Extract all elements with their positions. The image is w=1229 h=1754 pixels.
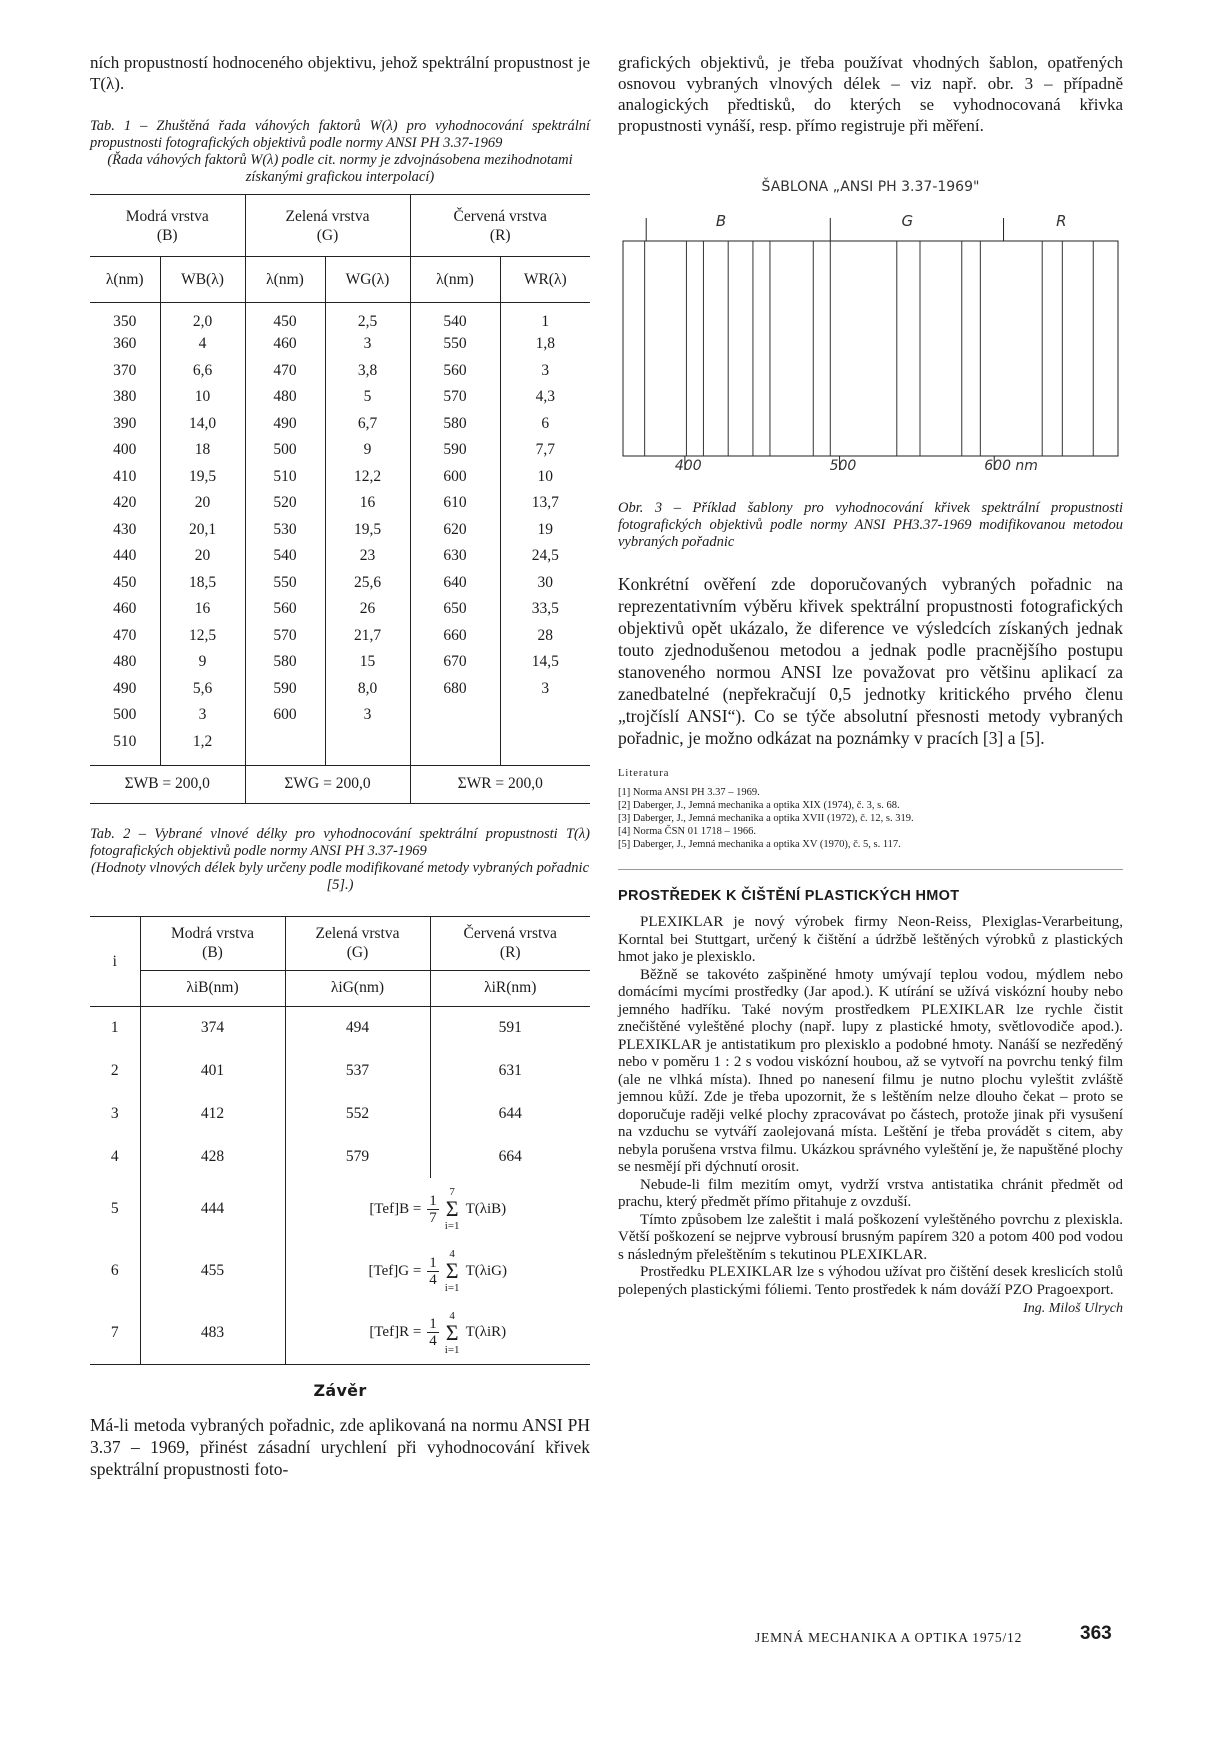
article-paragraph: PLEXIKLAR je nový výrobek firmy Neon-Reiss, Plexiglas-Verarbeitung, Korntal bei Stuttgart, určený k čištění a údržbě leštěných výrobků z plastických hmot jako je plexisklo. (618, 914, 1123, 965)
table-cell: 4 (90, 1135, 140, 1178)
table-cell: 3 (325, 702, 410, 729)
table-row (90, 331, 590, 358)
table-cell: 579 (285, 1135, 430, 1178)
table-row (90, 543, 590, 570)
t2-group-g-name: Zelená vrstva (315, 925, 400, 942)
t1-group-g-code: (G) (316, 226, 339, 244)
article (618, 869, 1123, 1317)
table-cell: 450 (90, 570, 160, 597)
table-cell: 1 (541, 313, 550, 330)
band-label: R (1056, 212, 1067, 230)
right-paragraph-2: Konkrétní ověření zde doporučovaných vybraných pořadnic na reprezentativním výběru křivek spektrální propustnosti fotografických objektivů opět ukázalo, že diference ve výsledcích získaných jednak touto zjednodušenou metodou a jednak podle pracnějšího postupu stanoveného normou ANSI lze považovat pro většinu aplikací za zanedbatelné (nepřekračují 0,5 jednotky kritického prvého členu „trojčíslí ANSI“). Co se týče absolutní přesnosti metody vybraných pořadnic, je možno odkázat na poznámky v pracích [3] a [5]. (618, 574, 1123, 748)
article-body (618, 914, 1123, 1299)
t1-sub-header: WG(λ) (325, 257, 410, 303)
table-cell: 3 (325, 331, 410, 358)
table-cell: 360 (90, 331, 160, 358)
t1-sub-header: λ(nm) (90, 257, 160, 303)
t1-sub-header: WB(λ) (160, 257, 245, 303)
t1-group-g-name: Zelená vrstva (285, 207, 370, 225)
table-cell: 25,6 (325, 570, 410, 597)
table-cell: 540 (245, 543, 325, 570)
t1-sum-r: ΣWR = 200,0 (410, 765, 590, 803)
table-cell: 5 (90, 1178, 140, 1240)
t1-group-r-name: Červená vrstva (453, 207, 547, 225)
table-cell: 3 (90, 1092, 140, 1135)
table-cell: 24,5 (531, 547, 559, 565)
table-row (90, 1006, 590, 1049)
axis-tick-label: 500 (829, 458, 857, 474)
table-row (90, 702, 590, 729)
table-cell: 1 (90, 1006, 140, 1049)
table-cell: 480 (245, 384, 325, 411)
table-cell: 640 (410, 570, 500, 597)
formula-denominator: 4 (429, 1271, 437, 1288)
table-cell: 16 (325, 490, 410, 517)
literature-title: Literatura (618, 768, 670, 779)
formula-lhs: [Tef]R = (369, 1324, 422, 1341)
conclusion-title: Závěr (313, 1380, 367, 1400)
table-cell: 13,7 (531, 494, 559, 512)
table-cell: 350 (90, 303, 160, 332)
table-row (90, 623, 590, 650)
t1-group-g (245, 195, 410, 257)
table-selected-wavelengths (90, 916, 590, 1365)
formula-cell (285, 1240, 590, 1302)
article-paragraph: Běžně se takovéto zašpiněné hmoty umývají teplou vodou, mýdlem nebo domácími mycími prostředky (Jar apod.). K utírání se užívá viskózní houby nebo jemného hadříku. Také novým prostředkem PLEXIKLAR lze rychle čistit znečištěné vyleštěné plochy (např. lupy z plastické hmoty, světlovodiče apod.). PLEXIKLAR je antistatikum pro plexisklo a podobné hmoty. Nanáší se nezředěný nebo v poměru 1 : 2 s vodou viskózní houbou, až se vytvoří na povrchu tenký film (ale ne vlhká místa). Ihned po nanesení filmu je nutno plochu vyleštit zvláště jemnou kůží. Zde je třeba upozornit, že s leštěním nelze dlouho čekat – proto se doporučuje raději velké plochy zpracovávat po částech, protože jinak při vysušení na vzduchu se vytváří zaolejovaná místa. Leštění je třeba provádět s citem, aby nebyla porušena vrstva filmu. Ukázkou správného vyleštění je, že napuštěné plochy se nesmějí při dýchnutí orosit. (618, 966, 1123, 1175)
table-cell: 15 (325, 649, 410, 676)
table-row (90, 437, 590, 464)
table-cell: 444 (140, 1178, 285, 1240)
table-cell: 450 (245, 303, 325, 332)
table-cell: 14,0 (160, 411, 245, 438)
t2-group-g (285, 916, 430, 970)
sum-upper: 7 (449, 1186, 455, 1198)
effective-transmittance-formula (369, 1186, 506, 1232)
formula-cell (285, 1302, 590, 1364)
right-paragraph-1: grafických objektivů, je třeba používat vhodných šablon, opatřených osnovou vybraných vlnových délek – viz např. obr. 3 – případně analogických předtisků, do kterých se vyhodnocovaná křivka propustnosti vynáší, resp. přímo registruje při měření. (618, 53, 1123, 135)
table1-caption: Tab. 1 – Zhuštěná řada váhových faktorů W(λ) pro vyhodnocování spektrální propustnosti fotografických objektivů podle normy ANSI PH 3.37-1969 (90, 118, 590, 151)
intro-paragraph: ních propustností hodnoceného objektivu, jehož spektrální propustnost je T(λ). (90, 53, 590, 93)
literature-item: [2] Daberger, J., Jemná mechanika a optika XIX (1974), č. 3, s. 68. (618, 800, 900, 811)
table-cell: 20 (160, 490, 245, 517)
table-cell: 660 (410, 623, 500, 650)
conclusion-paragraph: Má-li metoda vybraných pořadnic, zde aplikovaná na normu ANSI PH 3.37 – 1969, přinést zásadní urychlení při vyhodnocování křivek spektrální propustnosti foto- (90, 1414, 590, 1479)
sum-lower: i=1 (444, 1343, 460, 1356)
figure-title: ŠABLONA „ANSI PH 3.37-1969" (761, 179, 980, 195)
t1-sub-header: λ(nm) (245, 257, 325, 303)
table-cell: 20,1 (160, 517, 245, 544)
table-cell: 6 (541, 414, 550, 432)
table-row (90, 384, 590, 411)
table-cell: 530 (245, 517, 325, 544)
table-cell: 26 (325, 596, 410, 623)
formula-fraction (427, 1255, 439, 1288)
table-cell: 500 (245, 437, 325, 464)
formula-denominator: 4 (429, 1333, 437, 1350)
formula-numerator: 1 (429, 1316, 437, 1333)
table-cell: 30 (537, 573, 553, 591)
right-column (618, 52, 1123, 1317)
literature-item: [1] Norma ANSI PH 3.37 – 1969. (618, 787, 760, 798)
table-cell: 10 (537, 467, 553, 485)
table-cell: 18 (160, 437, 245, 464)
journal-footer: JEMNÁ MECHANIKA A OPTIKA 1975/12 (755, 1630, 1023, 1645)
table-cell: 590 (245, 676, 325, 703)
table-cell: 420 (90, 490, 160, 517)
table-cell: 560 (245, 596, 325, 623)
axis-tick-label: 400 (674, 458, 702, 474)
figure-3 (618, 156, 1123, 496)
table-cell: 10 (160, 384, 245, 411)
table-cell: 8,0 (325, 676, 410, 703)
table-row (90, 517, 590, 544)
table-row (90, 1049, 590, 1092)
table-cell: 580 (245, 649, 325, 676)
table-cell: 390 (90, 411, 160, 438)
table-cell: 610 (410, 490, 500, 517)
table-cell: 670 (410, 649, 500, 676)
table-row (90, 1240, 590, 1302)
table2-caption: Tab. 2 – Vybrané vlnové délky pro vyhodnocování spektrální propustnosti T(λ) fotografických objektivů podle normy ANSI PH 3.37-1969 (90, 825, 590, 859)
article-author: Ing. Miloš Ulrych (1023, 1301, 1123, 1316)
sum-lower: i=1 (444, 1220, 460, 1232)
table-row (90, 464, 590, 491)
t1-group-b (90, 195, 245, 257)
table-cell: 380 (90, 384, 160, 411)
table-weight-factors (90, 194, 590, 804)
table-cell: 631 (498, 1061, 522, 1079)
table-cell: 6,7 (325, 411, 410, 438)
table-cell: 480 (90, 649, 160, 676)
table-row (90, 303, 590, 332)
axis-tick-label: 600 nm (984, 458, 1038, 474)
table-cell: 5 (325, 384, 410, 411)
article-paragraph: Prostředku PLEXIKLAR lze s výhodou užívat pro čištění desek kreslicích stolů polepených plastickými fóliemi. Tento prostředek k nám dováží PZO Pragoexport. (618, 1264, 1123, 1298)
table-cell: 6,6 (160, 358, 245, 385)
table-cell: 14,5 (531, 653, 559, 671)
t2-group-r-code: (R) (499, 944, 521, 961)
table-cell: 430 (90, 517, 160, 544)
table-cell: 9 (325, 437, 410, 464)
sum-upper: 4 (449, 1248, 455, 1260)
table-cell: 18,5 (160, 570, 245, 597)
table-row (90, 676, 590, 703)
table-cell: 410 (90, 464, 160, 491)
table-cell: 5,6 (160, 676, 245, 703)
literature (618, 767, 1123, 851)
table-cell: 7 (90, 1302, 140, 1364)
t1-group-r-code: (R) (489, 226, 511, 244)
table-row (90, 358, 590, 385)
table-cell: 4 (160, 331, 245, 358)
table-row (90, 1135, 590, 1178)
formula-cell (285, 1178, 590, 1240)
sum-lower: i=1 (444, 1282, 460, 1294)
table-cell: 460 (245, 331, 325, 358)
table-cell (500, 729, 590, 756)
table-cell (410, 729, 500, 756)
table-cell: 28 (537, 626, 553, 644)
formula-numerator: 1 (429, 1254, 437, 1271)
table-row (90, 596, 590, 623)
left-column (90, 52, 590, 1480)
table-cell: 33,5 (531, 600, 559, 618)
table-cell: 490 (90, 676, 160, 703)
table-cell: 600 (410, 464, 500, 491)
table-cell: 19 (537, 520, 553, 538)
literature-item: [3] Daberger, J., Jemná mechanika a optika XVII (1972), č. 12, s. 319. (618, 813, 914, 824)
table-cell: 540 (410, 303, 500, 332)
table-row (90, 570, 590, 597)
formula-argument: T(λiG) (465, 1262, 507, 1279)
table-cell: 3 (160, 702, 245, 729)
t1-group-b-code: (B) (156, 226, 178, 244)
table-cell: 664 (498, 1147, 522, 1165)
table2-caption-note: (Hodnoty vlnových délek byly určeny podle modifikované metody vybraných pořadnic [5].) (90, 859, 590, 893)
table-cell: 600 (245, 702, 325, 729)
table-cell: 644 (498, 1104, 522, 1122)
sum-symbol (445, 1248, 460, 1294)
table-cell: 3 (541, 361, 550, 379)
t1-sub-header: λ(nm) (410, 257, 500, 303)
page-number: 363 (1080, 1623, 1112, 1644)
table-cell: 1,8 (535, 335, 555, 353)
figure3-caption: Obr. 3 – Příklad šablony pro vyhodnocování křivek spektrální propustnosti fotografických objektivů podle normy ANSI PH3.37-1969 modifikovanou metodou vybraných pořadnic (618, 500, 1123, 550)
formula-lhs: [Tef]B = (369, 1200, 422, 1217)
table-cell: 552 (285, 1092, 430, 1135)
table-cell: 440 (90, 543, 160, 570)
table-cell: 510 (90, 729, 160, 756)
article-paragraph: Nebude-li film mezitím omyt, vydrží vrstva antistatika chránit předmět od prachu, který předmět přímo přitahuje z ovzduší. (618, 1176, 1123, 1210)
band-label: G (901, 212, 914, 230)
table-cell: 591 (498, 1018, 522, 1036)
table-cell: 20 (160, 543, 245, 570)
table-row (90, 1178, 590, 1240)
t2-sub-header: λiR(nm) (430, 970, 590, 1006)
table-cell: 7,7 (535, 441, 555, 459)
sigma-icon: Σ (445, 1196, 459, 1221)
formula-fraction (427, 1193, 439, 1226)
sigma-icon: Σ (445, 1319, 459, 1345)
table-cell: 620 (410, 517, 500, 544)
table-cell: 580 (410, 411, 500, 438)
effective-transmittance-formula (368, 1248, 507, 1294)
table-cell: 412 (140, 1092, 285, 1135)
table-row (90, 490, 590, 517)
formula-numerator: 1 (429, 1192, 437, 1209)
template-chart (618, 156, 1123, 496)
table-cell: 470 (245, 358, 325, 385)
table-cell: 19,5 (160, 464, 245, 491)
literature-item: [5] Daberger, J., Jemná mechanika a optika XV (1970), č. 5, s. 117. (618, 839, 901, 850)
article-title: PROSTŘEDEK K ČIŠTĚNÍ PLASTICKÝCH HMOT (618, 888, 960, 904)
t1-group-r (410, 195, 590, 257)
table-row (90, 1092, 590, 1135)
table-cell: 400 (90, 437, 160, 464)
table-cell: 12,2 (325, 464, 410, 491)
t2-group-b (140, 916, 285, 970)
table-cell: 630 (410, 543, 500, 570)
t2-sub-header: λiG(nm) (285, 970, 430, 1006)
table-cell: 16 (160, 596, 245, 623)
table-row (90, 1302, 590, 1364)
table-cell (325, 729, 410, 756)
formula-lhs: [Tef]G = (368, 1262, 422, 1279)
table-cell: 510 (245, 464, 325, 491)
sigma-icon: Σ (445, 1258, 459, 1283)
table-cell: 483 (140, 1302, 285, 1364)
table-cell: 23 (325, 543, 410, 570)
table-cell: 560 (410, 358, 500, 385)
table-cell: 520 (245, 490, 325, 517)
t2-group-r-name: Červená vrstva (463, 925, 557, 942)
figure-frame (623, 241, 1118, 456)
table-cell: 550 (410, 331, 500, 358)
t2-group-g-code: (G) (346, 944, 369, 961)
table-cell: 12,5 (160, 623, 245, 650)
effective-transmittance-formula (369, 1310, 506, 1356)
table-row (90, 411, 590, 438)
table-cell: 490 (245, 411, 325, 438)
table-cell (245, 729, 325, 756)
table-cell: 3,8 (325, 358, 410, 385)
formula-argument: T(λiB) (465, 1200, 507, 1217)
t2-sub-header: λiB(nm) (140, 970, 285, 1006)
table-cell: 19,5 (325, 517, 410, 544)
table-cell: 570 (410, 384, 500, 411)
table-cell: 680 (410, 676, 500, 703)
table-cell: 494 (285, 1006, 430, 1049)
table1-caption-note: (Řada váhových faktorů W(λ) podle cit. normy je zdvojnásobena mezihodnotami získanými grafickou interpolací) (107, 152, 573, 185)
t1-sum-b: ΣWB = 200,0 (90, 765, 245, 803)
sum-upper: 4 (449, 1309, 455, 1322)
table-cell (500, 702, 590, 729)
table-cell: 537 (285, 1049, 430, 1092)
table-row (90, 649, 590, 676)
sum-symbol (445, 1186, 460, 1232)
table-cell: 428 (140, 1135, 285, 1178)
table-cell: 3 (541, 679, 550, 697)
table-cell: 2,0 (160, 303, 245, 332)
table-cell: 401 (140, 1049, 285, 1092)
table-cell: 21,7 (325, 623, 410, 650)
sum-symbol (445, 1310, 460, 1356)
table-cell: 6 (90, 1240, 140, 1302)
formula-fraction (427, 1316, 439, 1349)
table-cell: 9 (160, 649, 245, 676)
formula-denominator: 7 (429, 1209, 437, 1226)
formula-argument: T(λiR) (465, 1324, 507, 1341)
band-label: B (715, 212, 727, 230)
t1-sum-g: ΣWG = 200,0 (245, 765, 410, 803)
table-cell: 2,5 (325, 303, 410, 332)
table-cell: 460 (90, 596, 160, 623)
t1-group-b-name: Modrá vrstva (125, 207, 209, 225)
table-cell: 1,2 (160, 729, 245, 756)
t2-i-header: i (90, 916, 140, 1006)
t2-group-r (430, 916, 590, 970)
table-cell: 650 (410, 596, 500, 623)
table-cell: 500 (90, 702, 160, 729)
t1-sub-header: WR(λ) (500, 257, 590, 303)
t2-group-b-code: (B) (202, 944, 223, 961)
literature-list (618, 786, 1123, 851)
table-cell: 4,3 (535, 388, 555, 406)
table-cell: 550 (245, 570, 325, 597)
table-cell: 470 (90, 623, 160, 650)
table-cell: 590 (410, 437, 500, 464)
table-cell: 455 (140, 1240, 285, 1302)
table-cell: 370 (90, 358, 160, 385)
table-row (90, 729, 590, 756)
table-cell (410, 702, 500, 729)
article-paragraph: Tímto způsobem lze zaleštit i malá poškození vyleštěného povrchu z plexiskla. Větší poškození se nejprve vybrousí brusným papírem 320 a potom 400 pod vodou s následným přeleštěním s tekutinou PLEXIKLAR. (618, 1211, 1123, 1263)
literature-item: [4] Norma ČSN 01 1718 – 1966. (618, 826, 756, 837)
t2-group-b-name: Modrá vrstva (170, 925, 255, 942)
table-cell: 2 (90, 1049, 140, 1092)
table-cell: 374 (140, 1006, 285, 1049)
table-cell: 570 (245, 623, 325, 650)
